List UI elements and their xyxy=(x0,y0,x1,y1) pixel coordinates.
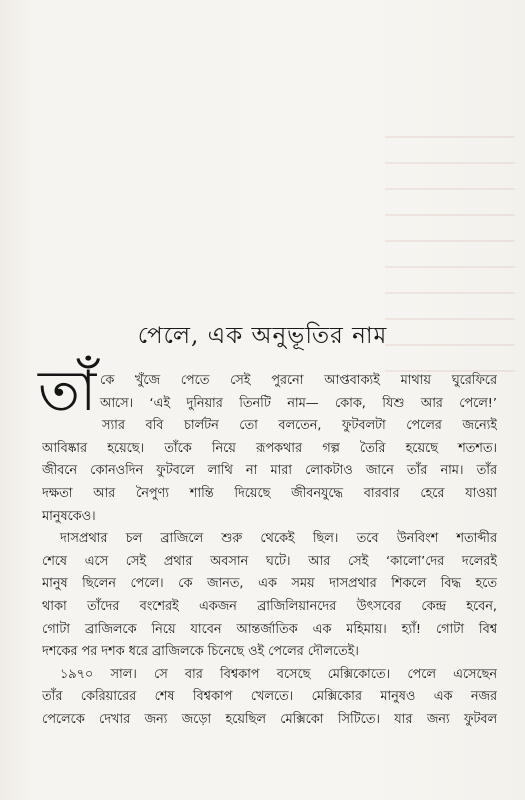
text-line: থাকা তাঁদের বংশেরই একজন ব্রাজিলিয়ানদের উৎসবের কেন্দ্র হবেন, xyxy=(42,598,497,614)
text-line: দাসপ্রথার চল ব্রাজিলে শুরু থেকেই ছিল। তবে উনবিংশ শতাব্দীর xyxy=(60,531,497,547)
body-text xyxy=(38,359,497,732)
text-line: মানুষ ছিলেন পেলে। কে জানত, এক সময় দাসপ্রথার শিকলে বিদ্ধ হতে xyxy=(42,576,497,592)
chapter-title: পেলে, এক অনুভূতির নাম xyxy=(137,323,388,349)
text-line: স্যার ববি চার্লটন তো বলতেন, ফুটবলটা পেলের জন্যেই xyxy=(102,418,497,434)
text-line: মানুষকেও। xyxy=(42,508,96,524)
drop-cap: তাঁ xyxy=(38,359,97,424)
text-line: আবিষ্কার হয়েছে। তাঁকে নিয়ে রূপকথার গল্প তৈরি হয়েছে শতশত। xyxy=(42,440,497,456)
text-line: কে খুঁজে পেতে সেই পুরনো আপ্তবাক্যই মাথায় ঘুরেফিরে xyxy=(100,373,497,388)
text-line: শেষে এসে সেই প্রথার অবসান ঘটে। আর সেই ‘কালো’দের দলেরই xyxy=(42,553,497,569)
text-line: জীবনে কোনওদিন ফুটবলে লাথি না মারা লোকটাও জানে তাঁর নাম। তাঁর xyxy=(42,463,497,479)
text-line: গোটা ব্রাজিলকে নিয়ে যাবেন আন্তর্জাতিক এক মহিমায়। হ্যাঁ! গোটা বিশ্ব xyxy=(42,621,497,637)
text-line: তাঁর কেরিয়ারের শেষ বিশ্বকাপ খেলতে। মেক্সিকোর মানুষও এক নজর xyxy=(42,689,497,705)
text-line: ১৯৭০ সাল। সে বার বিশ্বকাপ বসেছে মেক্সিকোতে। পেলে এসেছেন xyxy=(60,666,497,682)
text-line: পেলেকে দেখার জন্য জড়ো হয়েছিল মেক্সিকো সিটিতে। যার জন্য ফুটবল xyxy=(42,711,497,727)
text-line: দক্ষতা আর নৈপুণ্য শান্তি দিয়েছে জীবনযুদ্ধে বারবার হেরে যাওয়া xyxy=(42,485,497,501)
text-line: দশকের পর দশক ধরে ব্রাজিলকে চিনেছে ওই পেলের দৌলতেই। xyxy=(42,644,359,660)
text-line: আসে। ‘এই দুনিয়ার তিনটি নাম— কোক, যিশু আর পেলে!’ xyxy=(100,395,497,411)
